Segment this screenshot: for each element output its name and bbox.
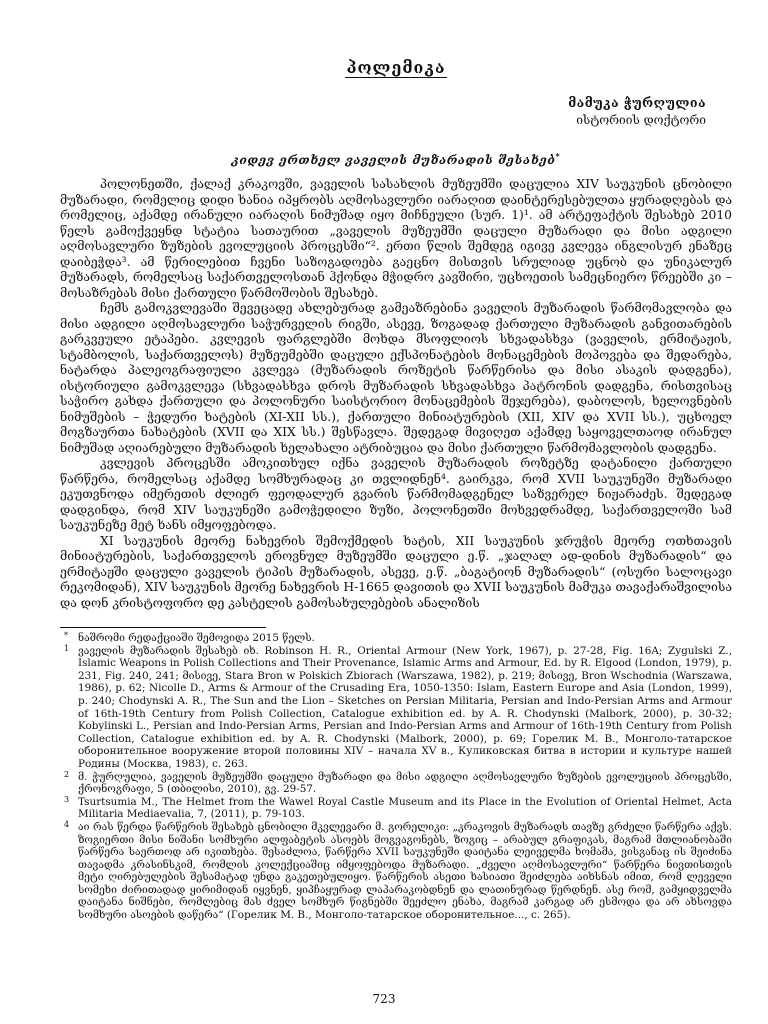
footnote-text: Tsurtsumia M., The Helmet from the Wawel Royal Castle Museum and its Place in the Evolution of Oriental Helmet, Acta Militaria Mediaevalia, 7, (2011), p. 79-103. [78,795,732,821]
footnote-text: აი რას წერდა წარწერის შესახებ ცნობილი მკვლევარი მ. გორელიკი: „კრაკოვის მუზარადს თავზე გრძელი წარწერა აქვს. ზოგიერთი მისი ნიშანი სომხური ალფაბეტის ასოებს მოგვაგონებს, ზოგიც – არაბულ გრაფიკას, მაგრამ მთლიანობაში წარწერა საერთოდ არ იკითხება. შესაძლოა, წარწერა XVII საუკუნეში დაიტანა ლეიველმა ხომამა, ვისგანაც ის შეიძინა თავადმა კრასინსკიმ, რომლის კოლექციაშიც იმყოფებოდა მუზარადი. „ძველი აღმოსავლური“ წარწერა ნივთისთვის მეტი ღირებულების შესამატად უნდა გაკეთებულიყო. წარწერის ასეთი ხასიათი შეიძლება აიხსნას იმით, რომ ლეველი სომეხი ძირითადად ყირიმიდან იყვნენ, ყიპჩაყურად ლაპარაკობდნენ და ლათინურად წერდნენ. ასე რომ, გამყიდველმა დაიტანა ნიშნები, რომლებიც მას ძველ სომხურ წიგნებში შეეძლო ენახა, მაგრამ კარგად არ ესმოდა და არ ახსოვდა სომხური ასოების დაწერა“ (Горелик М. В., Монголо-татарское оборонительное..., с. 265). [78,820,732,922]
section-heading-text: პოლემიკა [346,58,446,77]
footnote [64,643,732,771]
author-block [60,95,732,127]
footnote-divider [60,627,266,628]
footnotes [60,632,732,922]
article-title-mark: * [555,151,561,161]
article-body [60,177,732,611]
footnote-mark: * [64,631,68,640]
footnote-mark: 1 [64,643,70,653]
footnote-text: ნაშრომი რედაქციაში შემოვიდა 2015 წელს. [78,632,315,644]
footnote-mark: 3 [64,794,70,804]
article-title [60,151,732,167]
page-content [60,58,732,922]
page-number: 723 [372,992,396,1006]
footnote [64,631,732,645]
body-paragraph: XI საუკუნის მეორე ნახევრის შემოქმედის ხატის, XII საუკუნის ჯრუჭის მეორე ოთხთავის მინიატურების, საქართველოს ეროვნულ მუზეუმში დაცული ე.წ. „ჯალალ ად-დინის მუზარადის“ და ერმიტაჟში დაცული ვაველის ტიპის მუზარადის, ასევე, ე.წ. „ბაგატიონ მუზარადის“ (ოსური სალოცავი რეკომიდან), XIV საუკუნის მეორე ნახევრის H-1665 დავითის და XVII საუკუნის მამუკა თავაქარაშვილისა და დონ კრისტოფორო დე კასტელის გამოსახულებების ანალიზის [60,533,732,610]
article-title-text: კიდევ ერთხელ ვაველის მუზარადის შესახებ [231,153,556,167]
footnote [64,794,732,821]
footnote-mark: 4 [64,819,70,829]
body-paragraph: ჩემს გამოკვლევაში შევეცადე ახლებურად გამეაზრებინა ვაველის მუზარადის წარმომავლობა და მისი ადგილი აღმოსავლური საჭურველის რიგში, ასევე, ზოგადად ქართული მუზარადის განვითარების გარკვეული ეტაპები. კვლევის ფარგლებში მოხდა მსოფლიოს სხვადასხვა (ვაველის, ერმიტაჟის, სტამბოლის, საქართველოს) მუზეუმებში დაცული ექსპონატების მონაცემების მოპოვება და შედარება, ნატარდა პალეოგრაფიული კვლევა (მუზარადის როზეტის წარწერისა და მისი ასაკის დადგენა), ისტორიული გამოკვლევა (სხვადასხვა დროს მუზარადის სხვადასხვა პატრონის დადგენა, რისთვისაც საჭირო გახდა ქართული და პოლონური საისტორიო მონაცემების შეჯერება), დაბოლოს, ხელოვნების ნიმუშების – ჭედური ხატების (XI-XII სს.), ქართული მინიატურების (XII, XIV და XVII სს.), უცხოელ მოგზაურთა ნახატების (XVII და XIX სს.) შესწავლა. შედეგად მივიღეთ აქამდე საყოველთაოდ ირანულ ნიმუშად აღიარებული მუზარადის ხელახალი ატრიბუცია და მისი ქართული წარმომავლობის დადგენა. [60,301,732,455]
footnote-text: მ. ჭურღულია, ვაველის მუზეუმში დაცული მუზარადი და მისი ადგილი აღმოსავლური ზუზების ევოლუციის პროცესში, ქრონოგრაფი, 5 (თბილისი, 2010), გვ. 29-57. [78,770,732,796]
author-title: ისტორიის დოქტორი [576,113,706,127]
author-name: მამუკა ჭურღულია [568,95,706,110]
body-paragraph: პოლონეთში, ქალაქ კრაკოვში, ვაველის სასახლის მუზეუმში დაცულია XIV საუკუნის ცნობილი მუზარადი, რომელიც დიდი ხანია იპყრობს აღმოსავლური იარაღით დაინტერესებულთა ყურადღებას და რომელიც, აქამდე ირანული იარაღის ნიმუშად იყო მიჩნეული (სურ. 1)¹. ამ არტეფაქტის შესახებ 2010 წელს გამოქვეყნდ სტატია სათაურით „ვაველის მუზეუმში დაცული მუზარადი და მისი ადგილი აღმოსავლური ზუზების ევოლუციის პროცესში“². ერთი წლის შემდეგ იგივე კვლევა ინგლისურ ენაზეც დაიბეჭდა³. ამ წერილებით ჩვენი საზოგადოება გაეცნო მისთვის სრულიად უცნობ და უნიკალურ მუზარადს, რომელსაც საქართველოსთან ჰქონდა მჭიდრო კავშირი, უცხოეთის სამეცნიერო წრეებში კი – მოსაზრებას მისი ქართული წარმოშობის შესახებ. [60,177,732,300]
footnote-mark: 2 [64,769,70,779]
footnote [64,819,732,922]
footnote [64,769,732,796]
section-heading [60,58,732,77]
body-paragraph: კვლევის პროცესში ამოკითხულ იქნა ვაველის მუზარადის როზეტზე დატანილი ქართული წარწერა, რომელსაც აქამდე სომხურადაც კი თვლიდნენ⁴. გაირკვა, რომ XVII საუკუნეში მუზარადი ეკუთვნოდა იმერეთის ძლიერ ფეოდალურ გვარის წარმომადგენელ საზვერელ ნიჟარაძეს. შედეგად დადგინდა, რომ XIV საუკუნეში გამოჭედილი ზუზი, პოლონეთში მოხვედრამდე, საქართველოში სამ საუკუნეზე მეტ ხანს იმყოფებოდა. [60,456,732,532]
footnote-text: ვაველის მუზარადის შესახებ იხ. Robinson H. R., Oriental Armour (New York, 1967), p. 27-28, Fig. 16A; Zygulski Z., Islamic Weapons in Polish Collections and Their Provenance, Islamic Arms and Armour, Ed. by R. Elgood (London, 1979), p. 231, Fig. 240, 241; მისივე, Stara Bron w Polskich Zbiorach (Warszawa, 1982), p. 219; მისივე, Bron Wschodnia (Warszawa, 1986), p. 62; Nicolle D., Arms & Armour of the Crusading Era, 1050-1350: Islam, Eastern Europe and Asia (London, 1999), p. 240; Chodynski A. R., The Sun and the Lion – Sketches on Persian Militaria, Persian and Indo-Persian Arms and Armour of 16th-19th Century from Polish Collection, Catalogue exhibition ed. by A. R. Chodynski (Malbork, 2000), p. 30-32; Kobylinski L., Persian and Indo-Persian Arms, Persian and Indo-Persian Arms and Armour of 16th-19th Century from Polish Collection, Catalogue exhibition ed. by A. R. Chodynski (Malbork, 2000), p. 69; Горелик М. В., Монголо-татарское оборонительное вооружение второй половины XIV – начала XV в., Куликовская битва в истории и культуре нашей Родины (Москва, 1983), с. 263. [78,644,732,770]
